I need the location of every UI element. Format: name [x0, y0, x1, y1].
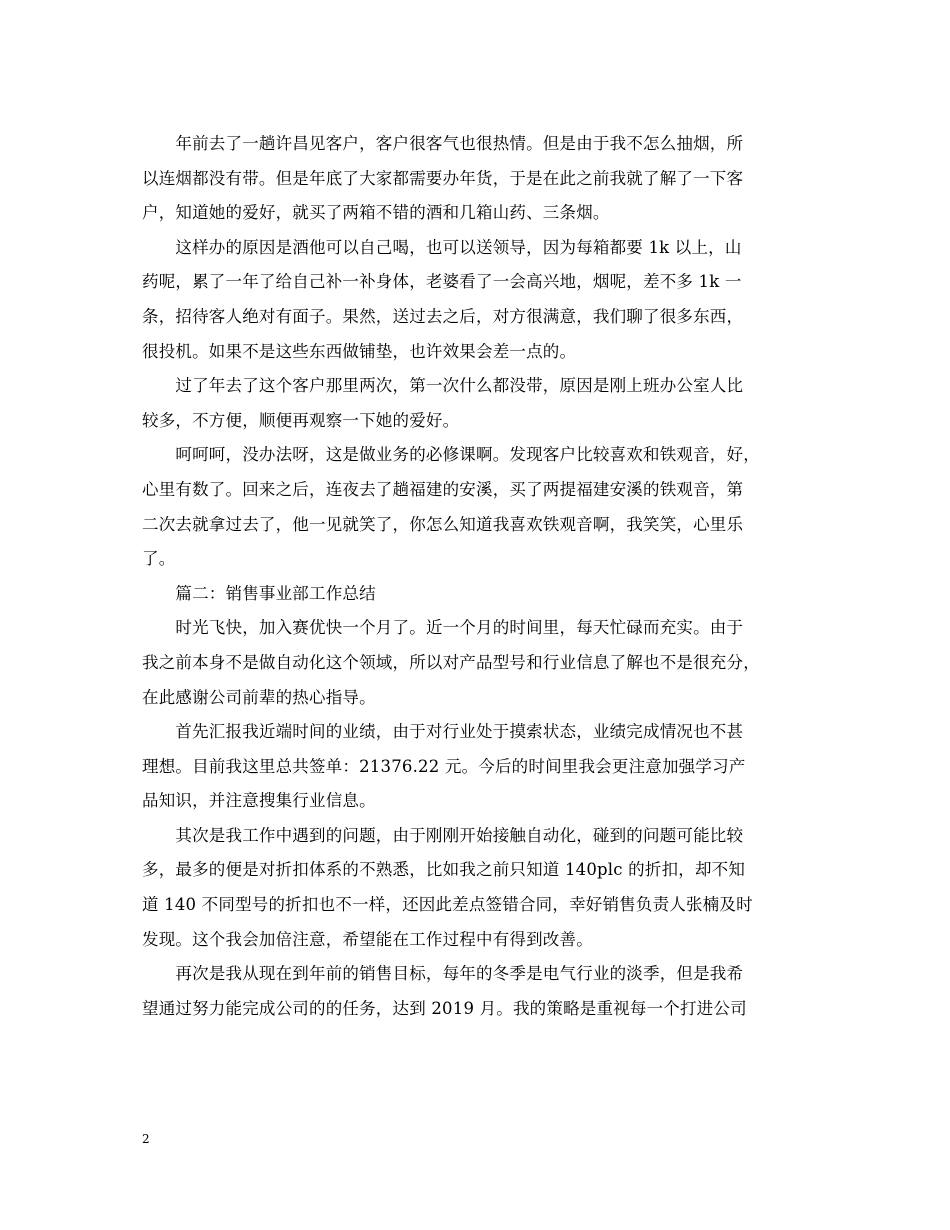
- text-line: 理想。目前我这里总共签单：21376.22 元。今后的时间里我会更注意加强学习产: [142, 756, 746, 776]
- text-line: 条，招待客人绝对有面子。果然，送过去之后，对方很满意，我们聊了很多东西，: [142, 306, 744, 326]
- text-line: 道 140 不同型号的折扣也不一样，还因此差点签错合同，幸好销售负责人张楠及时: [142, 895, 753, 915]
- text-line: 首先汇报我近端时间的业绩，由于对行业处于摸索状态，业绩完成情况也不甚: [142, 722, 744, 742]
- text-line: 户，知道她的爱好，就买了两箱不错的酒和几箱山药、三条烟。: [142, 203, 610, 223]
- text-line: 年前去了一趟许昌见客户，客户很客气也很热情。但是由于我不怎么抽烟，所: [142, 134, 744, 153]
- text-line: 药呢，累了一年了给自己补一补身体，老婆看了一会高兴地，烟呢，差不多 1k 一: [142, 272, 742, 292]
- text-line: 呵呵呵，没办法呀，这是做业务的必修课啊。发现客户比较喜欢和铁观音，好，: [142, 445, 760, 465]
- text-line: 望通过努力能完成公司的的任务，达到 2019 月。我的策略是重视每一个打进公司: [142, 998, 747, 1018]
- text-line: 二次去就拿过去了，他一见就笑了，你怎么知道我喜欢铁观音啊，我笑笑，心里乐: [142, 514, 744, 534]
- text-line: 再次是我从现在到年前的销售目标，每年的冬季是电气行业的淡季，但是我希: [142, 964, 744, 984]
- text-line: 其次是我工作中遇到的问题，由于刚刚开始接触自动化，碰到的问题可能比较: [142, 825, 744, 845]
- text-line: 过了年去了这个客户那里两次，第一次什么都没带，原因是刚上班办公室人比: [142, 376, 744, 396]
- text-line: 心里有数了。回来之后，连夜去了趟福建的安溪，买了两提福建安溪的铁观音，第: [142, 479, 744, 499]
- text-line: 发现。这个我会加倍注意，希望能在工作过程中有得到改善。: [142, 929, 593, 949]
- text-line: 在此感谢公司前辈的热心指导。: [142, 687, 376, 707]
- text-line: 较多，不方便，顺便再观察一下她的爱好。: [142, 410, 460, 430]
- text-line: 时光飞快，加入赛优快一个月了。近一个月的时间里，每天忙碌而充实。由于: [142, 618, 744, 638]
- text-line: 了。: [142, 549, 176, 569]
- section-heading: 篇二：销售事业部工作总结: [142, 583, 376, 603]
- page-number: 2: [142, 1132, 150, 1146]
- body-text: [142, 127, 810, 1026]
- text-line: 很投机。如果不是这些东西做铺垫，也许效果会差一点的。: [142, 341, 577, 361]
- text-line: 品知识，并注意搜集行业信息。: [142, 791, 376, 811]
- text-line: 我之前本身不是做自动化这个领域，所以对产品型号和行业信息了解也不是很充分，: [142, 652, 760, 672]
- text-line: 以连烟都没有带。但是年底了大家都需要办年货，于是在此之前我就了解了一下客: [142, 168, 744, 188]
- text-line: 多，最多的便是对折扣体系的不熟悉，比如我之前只知道 140plc 的折扣，却不知: [142, 860, 746, 880]
- text-line: 这样办的原因是酒他可以自己喝，也可以送领导，因为每箱都要 1k 以上，山: [142, 237, 742, 257]
